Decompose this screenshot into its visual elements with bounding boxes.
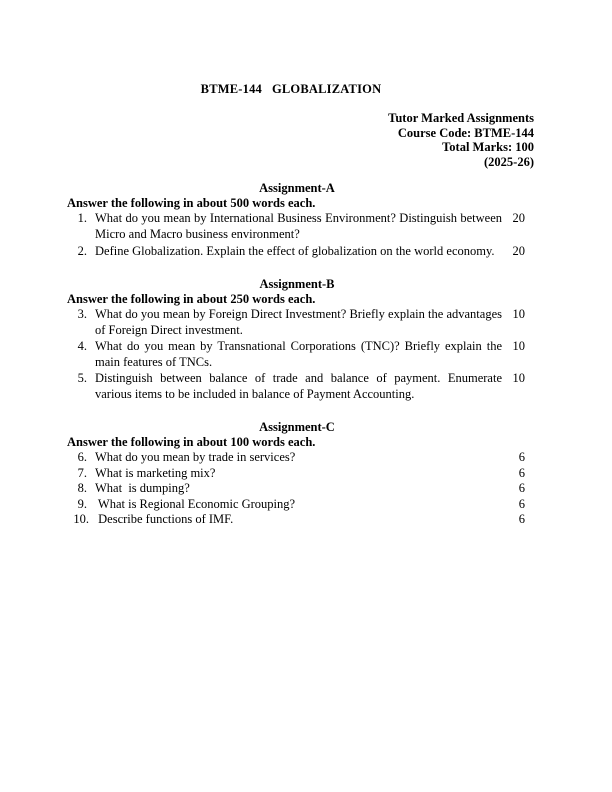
assignment-c-heading: Assignment-C [259, 420, 335, 434]
assignment-a-section [67, 180, 537, 260]
question-text: What do you mean by trade in services? [95, 450, 296, 464]
question-10 [67, 512, 537, 528]
assignment-a-instruction: Answer the following in about 500 words each. [67, 196, 316, 210]
question-marks: 6 [518, 450, 525, 464]
question-marks: 10 [512, 339, 525, 353]
question-number: 9. [77, 496, 87, 511]
assignment-meta [388, 111, 534, 169]
assignment-b-instruction: Answer the following in about 250 words each. [67, 292, 316, 306]
question-text: What is dumping? [95, 481, 190, 495]
question-number: 6. [77, 450, 87, 464]
question-number: 4. [77, 339, 87, 353]
assignment-b-section [67, 276, 537, 402]
question-9 [67, 497, 537, 513]
meta-line-type: Tutor Marked Assignments [388, 111, 534, 125]
assignment-a-heading: Assignment-A [259, 181, 335, 195]
question-text: What is marketing mix? [95, 465, 216, 480]
question-text: Distinguish between balance of trade and balance of payment. Enumerate various items to be included in balance of Payment Accounting. [95, 371, 502, 401]
meta-line-session: (2025-26) [484, 154, 534, 169]
assignment-b-heading: Assignment-B [259, 277, 335, 291]
question-text: What is Regional Economic Grouping? [95, 496, 296, 511]
question-7 [67, 466, 537, 482]
question-marks: 6 [518, 512, 525, 526]
question-marks: 10 [512, 371, 525, 385]
question-2 [67, 244, 537, 260]
question-8 [67, 481, 537, 497]
question-marks: 20 [512, 211, 525, 225]
question-marks: 20 [512, 244, 525, 258]
question-marks: 6 [518, 481, 525, 495]
question-4 [67, 339, 537, 370]
question-number: 7. [77, 465, 87, 480]
question-marks: 6 [518, 496, 525, 511]
question-marks: 6 [518, 465, 525, 480]
question-number: 3. [77, 307, 87, 321]
meta-line-total-marks: Total Marks: 100 [442, 140, 534, 154]
question-marks: 10 [512, 307, 525, 321]
question-text: Describe functions of IMF. [95, 512, 234, 526]
question-text: What do you mean by International Business Environment? Distinguish between Micro and Macro business environment? [95, 211, 502, 241]
document-title: BTME-144 GLOBALIZATION [200, 82, 382, 96]
question-text: What do you mean by Foreign Direct Investment? Briefly explain the advantages of Foreign Direct investment. [95, 307, 502, 337]
question-3 [67, 307, 537, 338]
assignment-c-section [67, 419, 537, 528]
meta-line-course-code: Course Code: BTME-144 [397, 125, 534, 140]
question-number: 10. [73, 512, 89, 526]
question-text: What do you mean by Transnational Corporations (TNC)? Briefly explain the main features of TNCs. [95, 339, 502, 369]
assignment-c-instruction: Answer the following in about 100 words each. [67, 435, 316, 449]
question-number: 5. [77, 371, 87, 385]
question-5 [67, 371, 537, 402]
question-6 [67, 450, 537, 466]
question-number: 2. [77, 244, 87, 258]
question-number: 1. [77, 211, 87, 225]
question-text: Define Globalization. Explain the effect of globalization on the world economy. [95, 244, 495, 258]
question-1 [67, 211, 537, 242]
question-number: 8. [77, 481, 87, 495]
